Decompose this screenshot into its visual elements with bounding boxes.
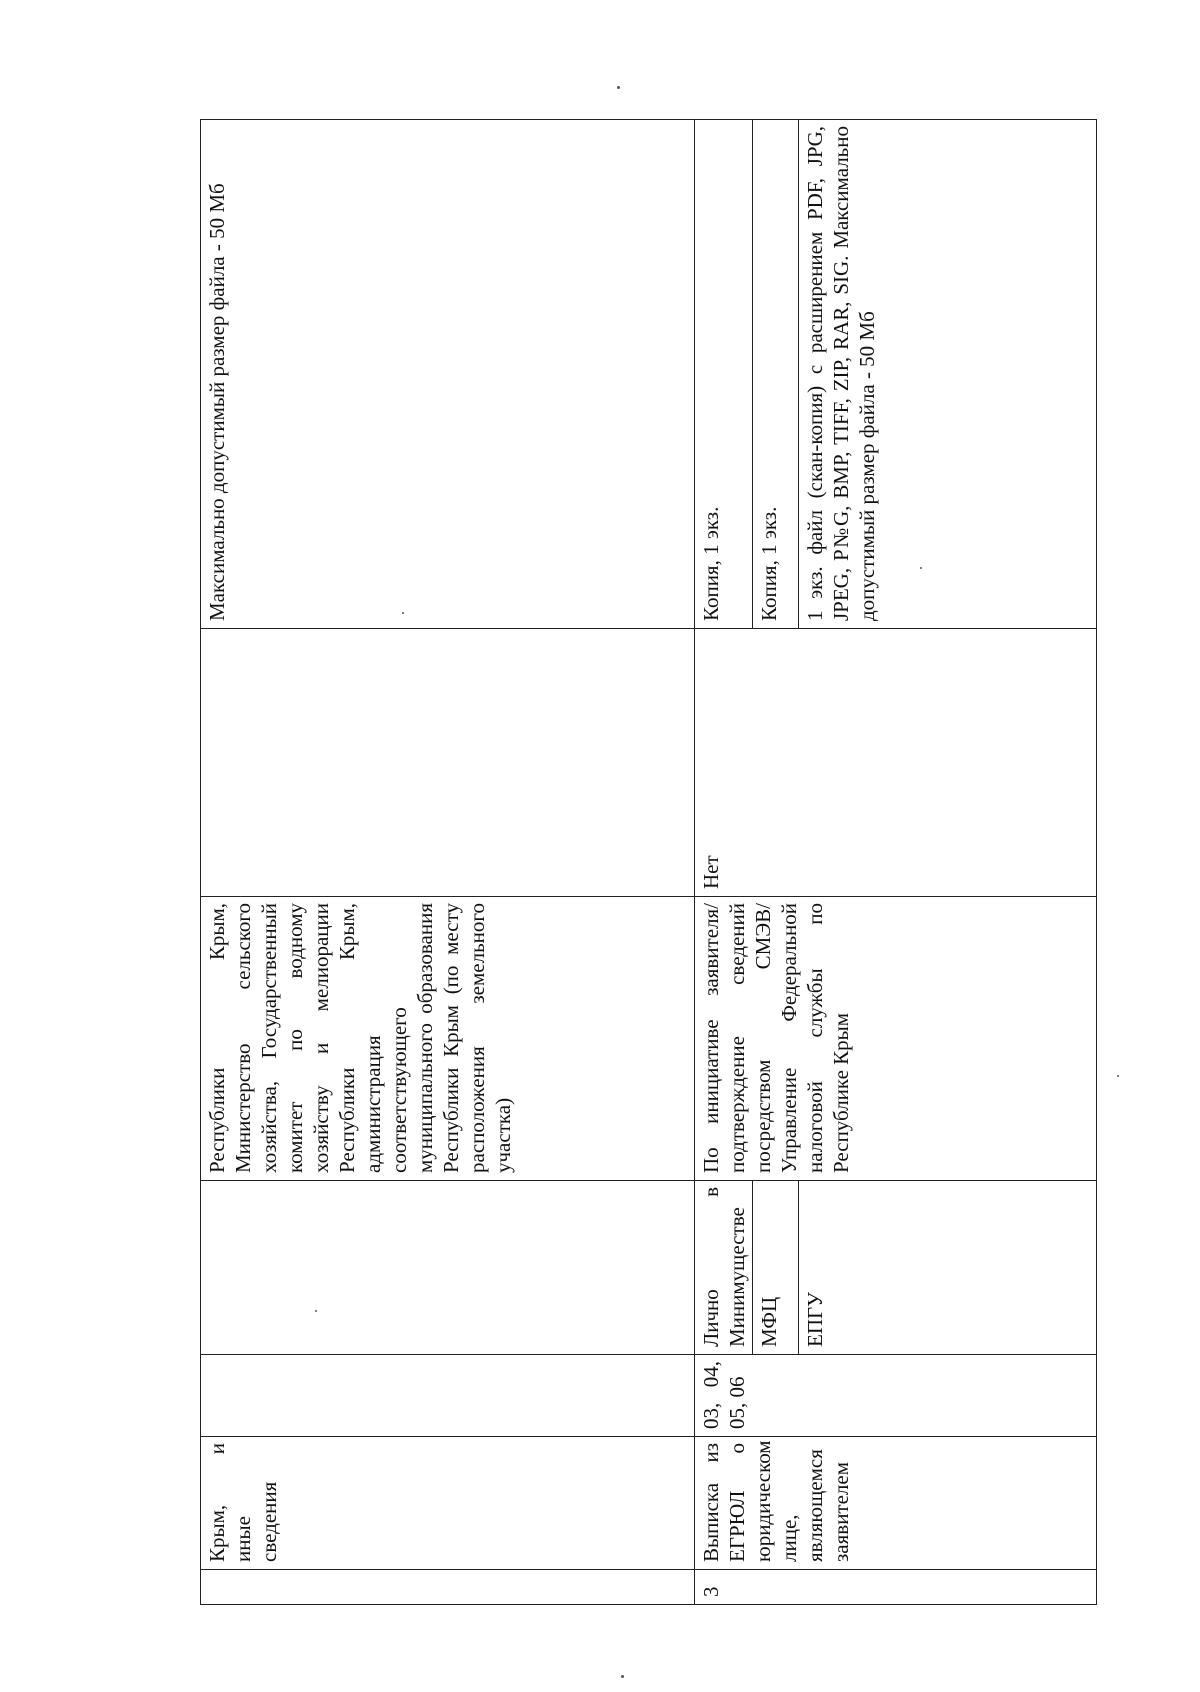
cell-channel bbox=[201, 1181, 695, 1355]
cell-doc-name: Выписка из ЕГРЮЛ о юридическом лице, являющемся заявителем bbox=[695, 1437, 1097, 1570]
cell-required: Нет bbox=[695, 629, 1097, 897]
cell-codes: 03, 04, 05, 06 bbox=[695, 1355, 1097, 1437]
scan-speck bbox=[621, 1675, 624, 1678]
cell-channel-personal: Лично в Минимуществе bbox=[695, 1181, 753, 1355]
documents-table bbox=[200, 119, 1097, 1605]
cell-codes bbox=[201, 1355, 695, 1437]
scan-speck bbox=[617, 86, 620, 89]
rotated-table-container bbox=[200, 120, 1096, 1605]
cell-form-personal: Копия, 1 экз. bbox=[695, 120, 753, 629]
table-row-continued bbox=[201, 120, 695, 1605]
cell-form-mfc: Копия, 1 экз. bbox=[753, 120, 799, 629]
cell-doc-name: Крым, и иные сведения bbox=[201, 1437, 695, 1570]
table-row-3 bbox=[695, 120, 753, 1605]
cell-source-org: Республики Крым, Министерство сельского хозяйства, Государственный комитет по водному хозяйству и мелиорации Республики Крым, администрация соответствующего муниципального образования Республики Крым (по месту расположения земельного участка) bbox=[201, 897, 695, 1181]
cell-form: Максимально допустимый размер файла - 50 Мб bbox=[201, 120, 695, 629]
cell-source-org: По инициативе заявителя/подтверждение сведений посредством СМЭВ/Управление Федеральной налоговой службы по Республике Крым bbox=[695, 897, 1097, 1181]
scan-speck bbox=[1117, 1075, 1119, 1077]
cell-num: 3 bbox=[695, 1570, 1097, 1605]
scan-speck bbox=[920, 567, 922, 569]
cell-num bbox=[201, 1570, 695, 1605]
cell-channel-mfc: МФЦ bbox=[753, 1181, 799, 1355]
cell-form-epgu: 1 экз. файл (скан-копия) с расширением PDF, JPG, JPEG, P№G, BMP, TIFF, ZIP, RAR, SIG. Максимально допустимый размер файла - 50 Мб bbox=[799, 120, 1097, 629]
cell-required bbox=[201, 629, 695, 897]
cell-channel-epgu: ЕПГУ bbox=[799, 1181, 1097, 1355]
scan-speck bbox=[315, 1310, 317, 1312]
scan-speck bbox=[402, 612, 404, 614]
